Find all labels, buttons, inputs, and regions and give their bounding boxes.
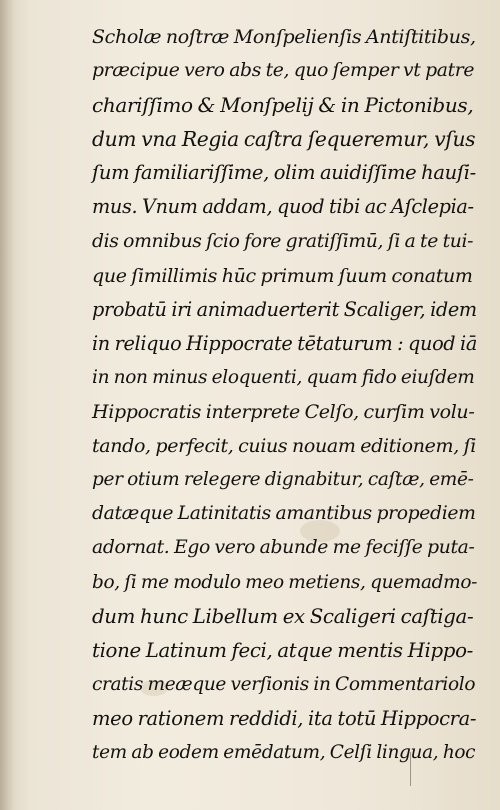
text-line: meo rationem reddidi, ita totū Hippocra-	[92, 706, 477, 730]
text-line: adornat. Ego vero abunde me feciſſe puta-	[92, 537, 475, 559]
text-line: bo, ſi me modulo meo metiens, quemadmo-	[92, 571, 478, 593]
text-line: que ſimillimis hūc primum ſuum conatum	[92, 264, 473, 287]
text-line: tem ab eodem emēdatum, Celſi lingua, hoc	[92, 741, 476, 763]
text-line: dis omnibus ſcio fore gratiſſimū, ſi a te tui-	[92, 230, 474, 252]
text-line: tione Latinum feci, atque mentis Hippo-	[92, 638, 473, 662]
text-line: dum vna Regia caſtra ſequeremur, vſus	[92, 127, 476, 152]
text-line: in non minus eloquenti, quam fido eiuſdem	[92, 366, 475, 388]
text-line: cratis meæque verſionis in Commentariolo	[92, 673, 476, 695]
text-line: probatū iri animaduerterit Scaliger, idem	[92, 297, 477, 321]
text-line: tando, perfecit, cuius nouam editionem, ſi	[92, 435, 476, 458]
body-text	[92, 20, 478, 770]
text-line: dum hunc Libellum ex Scaligeri caſtiga-	[92, 604, 474, 628]
paper-crease-mark	[410, 752, 411, 786]
text-line: ſum familiariſſime, olim auidiſſime hauſi-	[92, 161, 476, 185]
text-line: per otium relegere dignabitur, caſtæ, emē-	[92, 469, 474, 491]
text-line: Scholæ noſtræ Monſpelienſis Antiſtitibus,	[92, 26, 476, 48]
text-line: mus. Vnum addam, quod tibi ac Aſclepia-	[92, 195, 474, 219]
text-line: Hippocratis interprete Celſo, curſim volu-	[92, 401, 475, 424]
page-gutter-shadow	[0, 0, 14, 810]
text-line: in reliquo Hippocrate tētaturum : quod iā	[92, 331, 477, 355]
text-line: præcipue vero abs te, quo ſemper vt patre	[92, 60, 475, 82]
text-line: chariſſimo & Monſpelij & in Pictonibus,	[92, 93, 474, 118]
text-line: datæque Latinitatis amantibus propediem	[92, 503, 476, 525]
